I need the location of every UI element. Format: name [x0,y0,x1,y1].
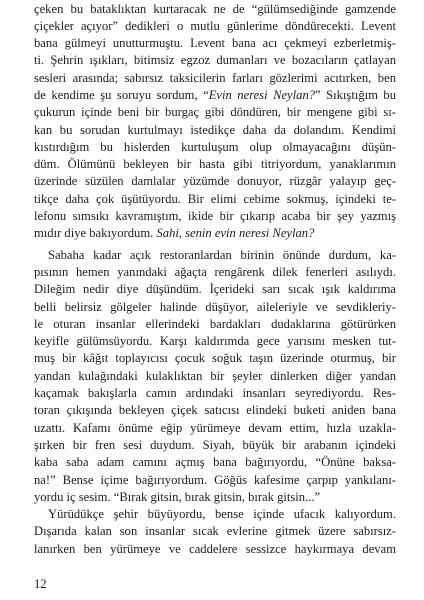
text-line [34,122,396,139]
text-segment: na!” Bense içime bağırıyordum. Göğüs kafesime çarpıp yankılanı- [34,472,396,487]
text-segment: üzerinde süzülen damlalar yüzümde donuyor, rüzgâr yalayıp geç- [34,174,396,189]
text-segment: pısının hemen yanındaki ağaçta rengârenk dilek fenerleri asılıydı. [34,264,396,279]
text-line [34,437,396,454]
text-segment: Sabaha kadar açık restoranlardan birinin önünde durdum, ka- [48,247,396,262]
text-segment: Dileğim nedir diye düşündüm. İçerideki sarı sıcak ışık kaldırıma [34,282,396,297]
text-segment: toran çıkışında bekleyen çiçek satıcısı elindeki buketi aniden bana [34,403,396,418]
text-segment: lefonu sımsıkı kavramıştım, ikide bir çıkarıp acaba bir şey yazmış [34,209,396,224]
text-line [34,506,396,523]
text-line [34,18,396,35]
text-line [34,87,396,104]
text-line [34,402,396,419]
page-number: 12 [34,577,47,591]
text-line [34,472,396,489]
text-segment: kıstırdığım bu hislerden kurtuluşum olup olmayacağını düşün- [34,139,396,154]
text-line [34,385,396,402]
text-segment: sesleri arasında; sabırsız taksicilerin farları gözlerimi acıtırken, ben [34,70,396,85]
text-line [34,156,396,173]
text-line [34,350,396,367]
text-line [34,35,396,52]
text-line [34,247,396,264]
text-segment: ” Sıkıştığım bu [315,87,396,102]
text-line [34,420,396,437]
text-line [34,541,396,558]
text-segment: yordu iç sesim. “Bırak gitsin, bırak gitsin, bırak gitsin...” [34,489,321,504]
text-line [34,191,396,208]
text-segment: çiçekler açıyor” dedikleri o mutlu günlerime döndürecekti. Levent [34,18,396,33]
text-segment: çeken bu bataklıktan kurtaracak ne de “gülümsediğinde gamzende [34,1,396,16]
text-segment: ti. Şehrin ışıkları, bitimsiz egzoz dumanları ve bozacıların çatlayan [34,53,396,68]
text-segment: muş bir kâğıt toplayıcısı çocuk soğuk taşın üzerinde oturmuş, bir [34,351,396,366]
text-segment: Yürüdükçe şehir büyüyordu, bense içinde ufacık kalıyordum. [48,507,396,522]
text-segment: düm. Ölümünü bekleyen bir hasta gibi titriyordum, yanaklarımın [34,157,396,172]
italic-text: Evin neresi Neylan? [208,87,316,102]
text-line [34,523,396,540]
text-segment: belli belirsiz gölgeler halinde düşüyor, aileleriyle ve sevdikleriy- [34,299,396,314]
text-segment: kan bu sorudan kurtulmayı istedikçe daha da dolandım. Kendimi [34,122,396,137]
text-segment: le oturan insanlar ellerindeki bardakları dudaklarına götürürken [34,316,396,331]
text-line [34,52,396,69]
text-line [34,368,396,385]
text-segment: çukurun içinde beni bir burgaç gibi döndüren, bir mengene gibi sı- [34,105,396,120]
text-line [34,70,396,87]
text-segment: lanırken ben yürümeye ve caddelere sessizce haykırmaya devam [34,541,396,556]
text-segment: şırken bir fren sesi duydum. Siyah, büyük bir arabanın içindeki [34,437,396,452]
text-segment: keyifle gülümsüyordu. Karşı kaldırımda gece yarısını mesken tut- [34,334,396,349]
text-segment: kaçamak bakışlarla camın ardındaki insanları seyrediyordu. Res- [34,386,396,401]
text-segment: bana gülmeyi unutturmuştu. Levent bana acı çekmeyi ezberletmiş- [34,36,396,51]
italic-text: Sahi, senin evin neresi Neylan? [156,226,315,241]
text-line [34,299,396,316]
text-segment: mıdır diye bakıyordum. [34,226,157,241]
text-line [34,104,396,121]
text-line [34,333,396,350]
text-segment: tikçe daha çok üşütüyordu. Bir elimi cebime sokmuş, içindeki te- [34,191,396,206]
text-segment: kaba saba adam camını açmış bana bağırıyordu, “Önüne baksa- [34,455,396,470]
text-line [34,281,396,298]
text-line [34,208,396,225]
text-segment: yandan kulağındaki kulaklıktan bir şeyler dinlerken diğer yandan [34,368,396,383]
text-line [34,225,396,242]
text-segment: de kendime şu soruyu sordum, “ [34,87,209,102]
text-segment: Dışarıda kalan son insanlar sıcak evlerine gitmek üzere sabırsız- [34,524,396,539]
text-line [34,489,396,506]
body-text [34,1,396,559]
text-line [34,454,396,471]
text-segment: uzattı. Kafamı önüme eğip yürümeye devam ettim, hızla uzakla- [34,420,396,435]
text-line [34,264,396,281]
text-line [34,1,396,18]
text-line [34,173,396,190]
text-line [34,316,396,333]
text-line [34,139,396,156]
